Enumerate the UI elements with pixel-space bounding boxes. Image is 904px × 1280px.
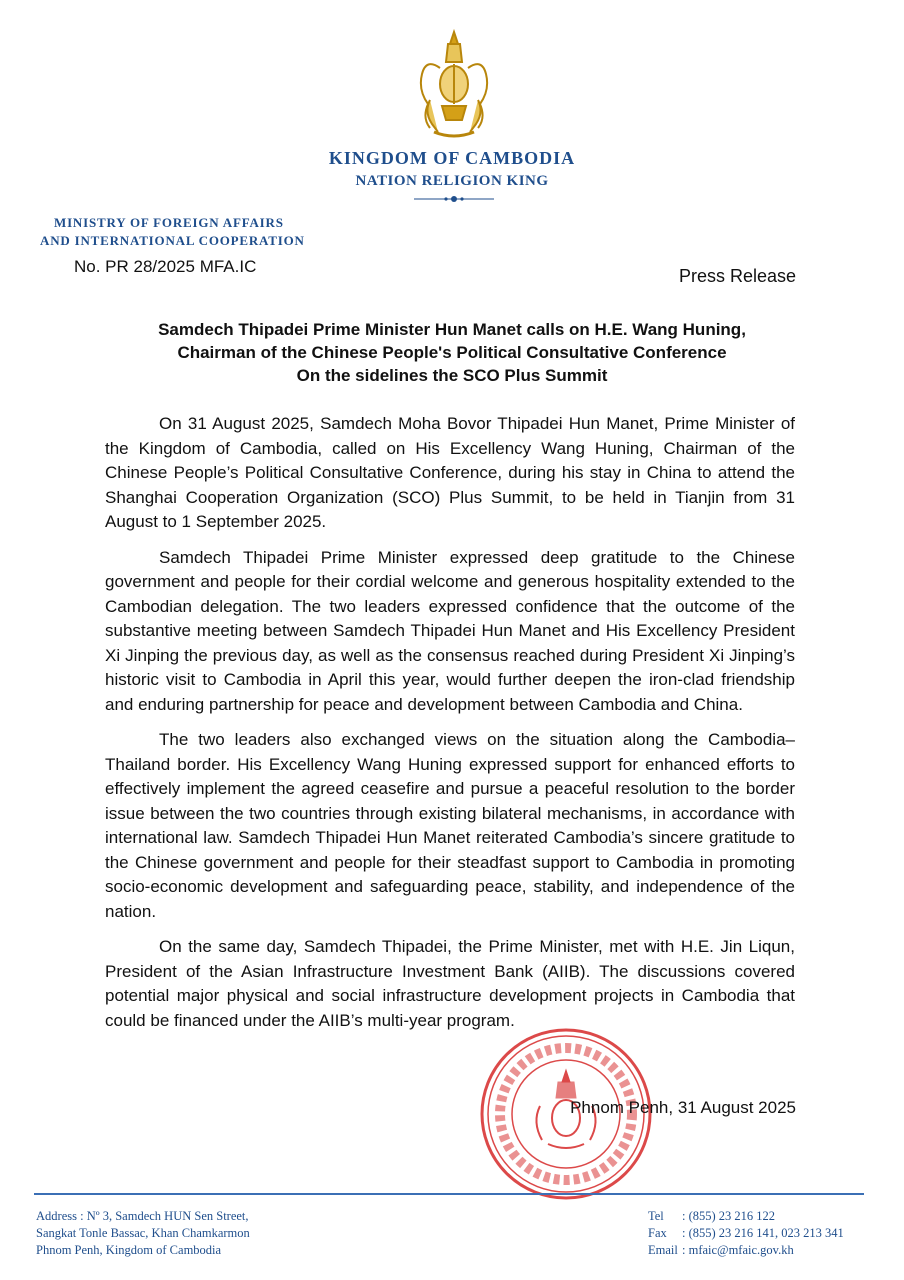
ministry-name (40, 214, 305, 250)
fax-value: : (855) 23 216 141, 023 213 341 (682, 1226, 844, 1240)
fax-label: Fax (648, 1226, 667, 1240)
address-line-1: Address : Nº 3, Samdech HUN Sen Street, (36, 1209, 249, 1223)
ministry-line-1: MINISTRY OF FOREIGN AFFAIRS (54, 215, 284, 230)
address-line-3: Phnom Penh, Kingdom of Cambodia (36, 1243, 222, 1257)
document-type: Press Release (678, 266, 796, 286)
footer-divider (34, 1193, 864, 1195)
country-name: KINGDOM OF CAMBODIA (328, 148, 576, 168)
royal-arms-emblem-icon (412, 28, 496, 144)
ornament-divider-icon (412, 194, 496, 204)
email-label: Email (648, 1243, 678, 1257)
national-motto: NATION RELIGION KING (355, 173, 549, 189)
paragraph-2: Samdech Thipadei Prime Minister expressed deep gratitude to the Chinese government and people for their cordial welcome and generous hospitality extended to the Cambodian delegation. The two leaders expressed confidence that the outcome of the substantive meeting between Samdech Thipadei Hun Manet and His Excellency President Xi Jinping the previous day, as well as the consensus reached during President Xi Jinping’s historic visit to Cambodia in April this year, would further deepen the iron-clad friendship and enduring partnership for peace and development between Cambodia and China. (105, 547, 795, 714)
dateline: Phnom Penh, 31 August 2025 (570, 1098, 796, 1117)
tel-label: Tel (648, 1209, 664, 1223)
paragraph-1: On 31 August 2025, Samdech Moha Bovor Thipadei Hun Manet, Prime Minister of the Kingdom of Cambodia, called on His Excellency Wang Huning, Chairman of the Chinese People’s Political Consultative Conference, during his stay in China to attend the Shanghai Cooperation Organization (SCO) Plus Summit, to be held in Tianjin from 31 August to 1 September 2025. (105, 414, 795, 531)
paragraph-4: On the same day, Samdech Thipadei, the Prime Minister, met with H.E. Jin Liqun, President of the Asian Infrastructure Investment Bank (AIIB). The discussions covered potential major physical and social infrastructure development projects in Cambodia that could be financed under the AIIB’s multi-year program. (105, 937, 795, 1030)
title-line-2: Chairman of the Chinese People's Political Consultative Conference (177, 343, 727, 362)
press-release-title (60, 318, 844, 387)
title-line-1: Samdech Thipadei Prime Minister Hun Manet calls on H.E. Wang Huning, (158, 320, 746, 339)
footer-contact (648, 1208, 844, 1259)
document-number: No. PR 28/2025 MFA.IC (74, 257, 257, 276)
press-release-body (105, 412, 795, 1044)
title-line-3: On the sidelines the SCO Plus Summit (296, 366, 608, 385)
ministry-line-2: AND INTERNATIONAL COOPERATION (40, 233, 305, 248)
footer-address (36, 1208, 250, 1259)
paragraph-3: The two leaders also exchanged views on the situation along the Cambodia–Thailand border. His Excellency Wang Huning expressed support for enhanced efforts to effectively implement the agreed ceasefire and pursue a peaceful resolution to the border issue between the two countries through existing bilateral mechanisms, in accordance with international law. Samdech Thipadei Hun Manet reiterated Cambodia’s sincere gratitude to the Chinese government and people for their steadfast support to Cambodia in promoting socio-economic development and safeguarding peace, stability, and independence of the nation. (105, 730, 795, 921)
address-line-2: Sangkat Tonle Bassac, Khan Chamkarmon (36, 1226, 250, 1240)
email-value: : mfaic@mfaic.gov.kh (682, 1243, 794, 1257)
tel-value: : (855) 23 216 122 (682, 1209, 776, 1223)
